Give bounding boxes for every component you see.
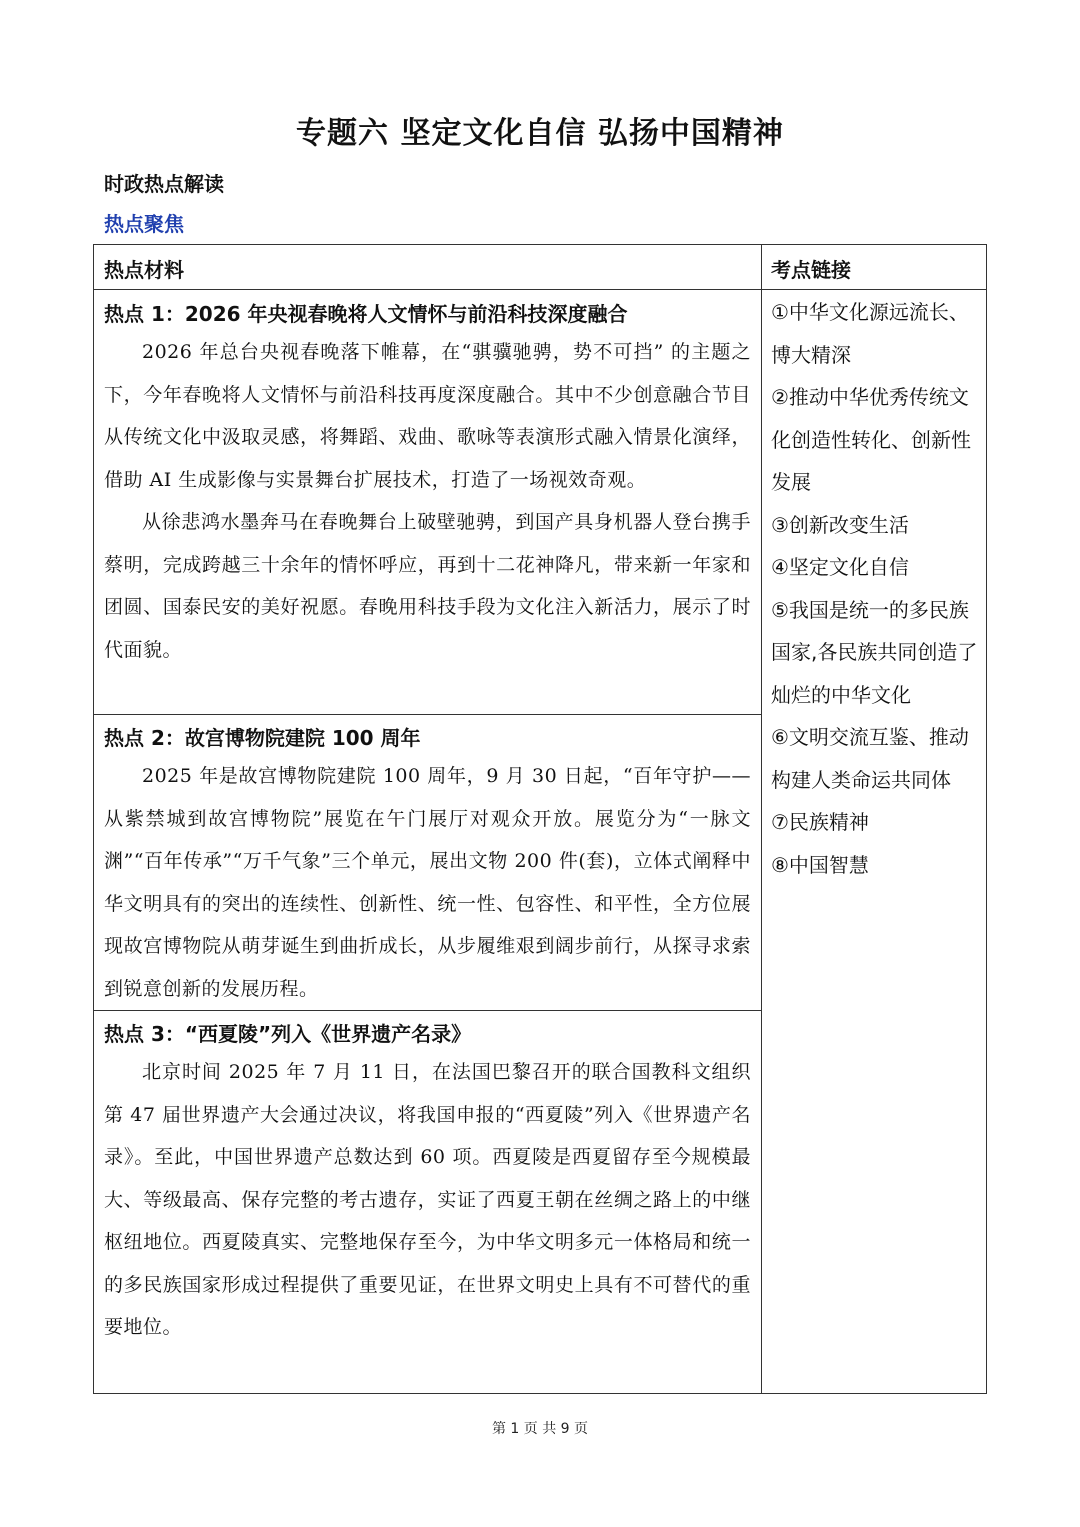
exam-link-item: ⑧中国智慧 [771,852,869,877]
sub-heading: 热点聚焦 [104,212,184,236]
hotspot-1-title: 热点 1：2026 年央视春晚将人文情怀与前沿科技深度融合 [104,302,628,326]
hotspot-1 [94,291,761,715]
header-exam-links: 考点链接 [771,258,851,282]
table-header-row [94,245,986,290]
page-footer: 第 1 页 共 9 页 [491,1421,589,1437]
hotspot-1-paragraph-2: 从徐悲鸿水墨奔马在春晚舞台上破壁驰骋，到国产具身机器人登台携手蔡明，完成跨越三十余年的情怀呼应，再到十二花神降凡，带来新一年家和团圆、国泰民安的美好祝愿。春晚用科技手段为文化注入新活力，展示了时代面貌。 [104,511,751,661]
exam-link-item: ⑥文明交流互鉴、推动构建人类命运共同体 [771,725,969,792]
page-title: 专题六 坚定文化自信 弘扬中国精神 [296,116,784,151]
exam-link-item: ②推动中华优秀传统文化创造性转化、创新性发展 [771,385,971,494]
exam-link-item: ⑦民族精神 [771,810,869,834]
exam-links-list [763,291,985,886]
hotspot-3-title: 热点 3：“西夏陵”列入《世界遗产名录》 [104,1022,472,1046]
hotspot-2-title: 热点 2：故宫博物院建院 100 周年 [104,726,421,750]
exam-link-item: ①中华文化源远流长、博大精深 [771,300,969,367]
hotspot-table [93,244,987,1394]
hotspot-2-paragraph-1: 2025 年是故宫博物院建院 100 周年，9 月 30 日起，“百年守护——从紫禁城到故宫博物院”展览在午门展厅对观众开放。展览分为“一脉文渊”“百年传承”“万千气象”三个单元，展出文物 200 件(套)，立体式阐释中华文明具有的突出的连续性、创新性、统一性、包容性、和平性，全方位展现故宫博物院从萌芽诞生到曲折成长，从步履维艰到阔步前行，从探寻求索到锐意创新的发展历程。 [104,765,751,1000]
exam-link-item: ④坚定文化自信 [771,555,909,579]
hotspot-1-paragraph-1: 2026 年总台央视春晚落下帷幕，在“骐骥驰骋，势不可挡” 的主题之下，今年春晚将人文情怀与前沿科技再度深度融合。其中不少创意融合节目从传统文化中汲取灵感，将舞蹈、戏曲、歌咏等表演形式融入情景化演绎，借助 AI 生成影像与实景舞台扩展技术，打造了一场视效奇观。 [104,341,751,491]
hotspot-3 [94,1011,761,1391]
column-divider [761,245,762,1393]
hotspot-3-paragraph-1: 北京时间 2025 年 7 月 11 日，在法国巴黎召开的联合国教科文组织第 47 届世界遗产大会通过决议，将我国申报的“西夏陵”列入《世界遗产名录》。至此，中国世界遗产总数达到 60 项。西夏陵是西夏留存至今规模最大、等级最高、保存完整的考古遗存，实证了西夏王朝在丝绸之路上的中继枢纽地位。西夏陵真实、完整地保存至今，为中华文明多元一体格局和统一的多民族国家形成过程提供了重要见证，在世界文明史上具有不可替代的重要地位。 [104,1061,751,1338]
exam-link-item: ⑤我国是统一的多民族国家,各民族共同创造了灿烂的中华文化 [771,597,978,707]
exam-link-item: ③创新改变生活 [771,512,909,537]
section-heading: 时政热点解读 [104,172,224,196]
hotspot-2 [94,715,761,1011]
header-hot-material: 热点材料 [104,258,184,282]
